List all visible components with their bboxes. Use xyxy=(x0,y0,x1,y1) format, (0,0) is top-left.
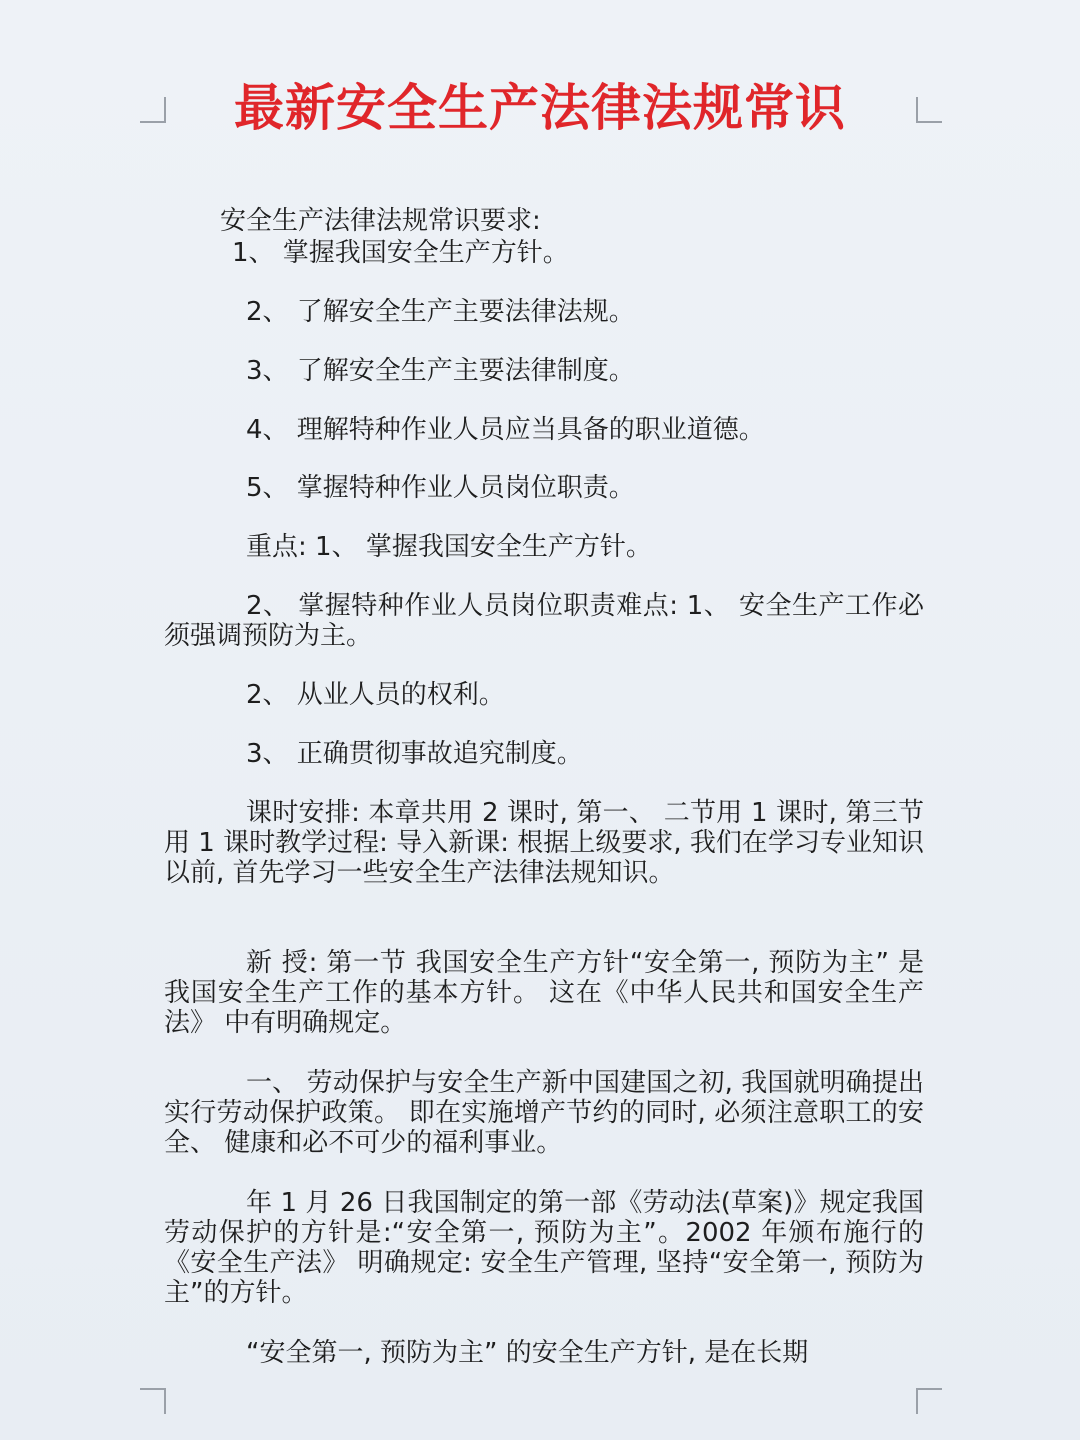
paragraph-key-points-2: 2、 掌握特种作业人员岗位职责难点: 1、 安全生产工作必须强调预防为主。 xyxy=(164,591,924,651)
paragraph-policy: “安全第一, 预防为主” 的安全生产方针, 是在长期 xyxy=(246,1338,809,1368)
paragraph-schedule: 课时安排: 本章共用 2 课时, 第一、 二节用 1 课时, 第三节用 1 课时教学过程: 导入新课: 根据上级要求, 我们在学习专业知识以前, 首先学习一些安全生产法律法规知识。 xyxy=(164,798,924,888)
document-title: 最新安全生产法律法规常识 xyxy=(234,79,846,137)
paragraph-difficulty-3: 3、 正确贯彻事故追究制度。 xyxy=(246,739,583,769)
paragraph-labor-law: 年 1 月 26 日我国制定的第一部《劳动法(草案)》规定我国劳动保护的方针是:“安全第一, 预防为主”。2002 年颁布施行的《安全生产法》 明确规定: 安全生产管理, 坚持“安全第一, 预防为主”的方针。 xyxy=(164,1188,924,1308)
list-item-3: 3、 了解安全生产主要法律制度。 xyxy=(246,356,635,386)
list-item-1: 1、 掌握我国安全生产方针。 xyxy=(232,238,569,268)
corner-mark-bottom-right xyxy=(916,1388,942,1414)
paragraph-new-lesson: 新 授: 第一节 我国安全生产方针“安全第一, 预防为主” 是我国安全生产工作的基本方针。 这在《中华人民共和国安全生产法》 中有明确规定。 xyxy=(164,948,924,1038)
paragraph-section-one: 一、 劳动保护与安全生产新中国建国之初, 我国就明确提出实行劳动保护政策。 即在实施增产节约的同时, 必须注意职工的安全、 健康和必不可少的福利事业。 xyxy=(164,1068,924,1158)
list-item-4: 4、 理解特种作业人员应当具备的职业道德。 xyxy=(246,415,765,445)
paragraph-difficulty-2: 2、 从业人员的权利。 xyxy=(246,680,505,710)
corner-mark-bottom-left xyxy=(140,1388,166,1414)
paragraph-intro: 安全生产法律法规常识要求: xyxy=(220,206,541,236)
list-item-5: 5、 掌握特种作业人员岗位职责。 xyxy=(246,473,635,503)
list-item-2: 2、 了解安全生产主要法律法规。 xyxy=(246,297,635,327)
paragraph-key-points: 重点: 1、 掌握我国安全生产方针。 xyxy=(246,532,652,562)
